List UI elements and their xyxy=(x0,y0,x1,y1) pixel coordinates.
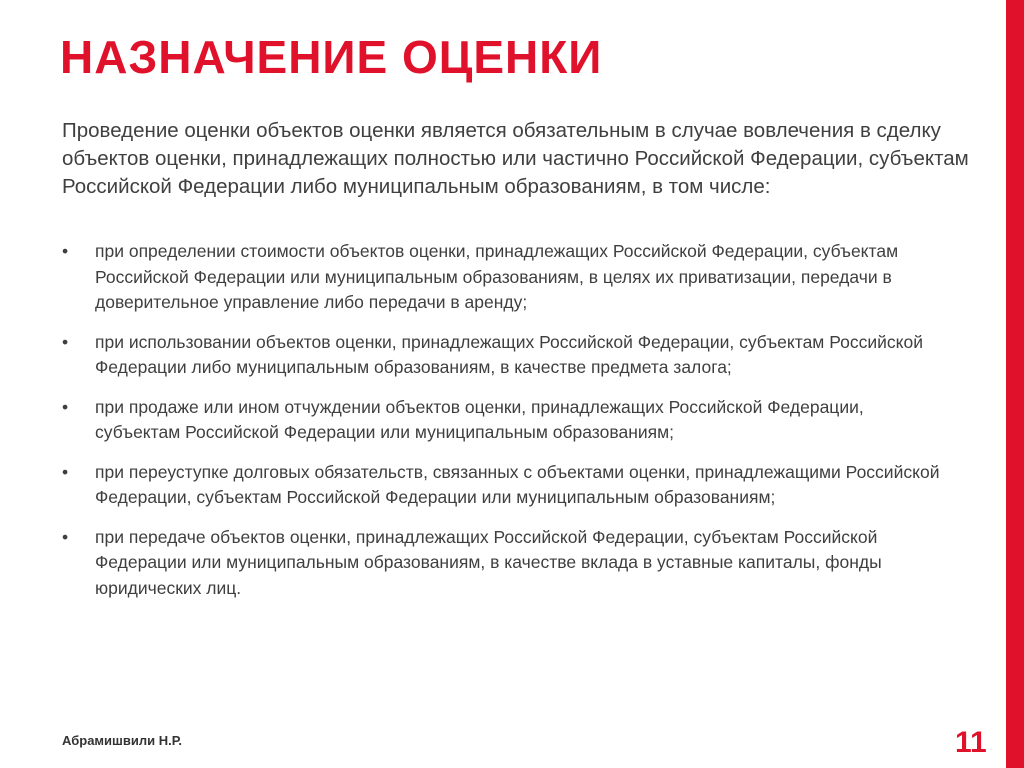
intro-paragraph: Проведение оценки объектов оценки является обязательным в случае вовлечения в сделку объектов оценки, принадлежащих полностью или частично Российской Федерации, субъектам Российской Федерации либо муниципальным образованиям, в том числе: xyxy=(62,119,969,198)
bullet-text: при переуступке долговых обязательств, связанных с объектами оценки, принадлежащими Российской Федерации, субъектам Российской Федерации или муниципальным образованиям; xyxy=(95,461,940,507)
bullet-list xyxy=(62,239,952,615)
bullet-marker: • xyxy=(62,526,69,547)
bullet-text: при использовании объектов оценки, принадлежащих Российской Федерации, субъектам Российской Федерации либо муниципальным образованиям, в качестве предмета залога; xyxy=(95,331,924,377)
bullet-item xyxy=(62,460,952,511)
bullet-marker: • xyxy=(62,396,69,417)
bullet-item xyxy=(62,330,952,381)
accent-side-bar xyxy=(1006,0,1024,768)
bullet-text: при продаже или ином отчуждении объектов оценки, принадлежащих Российской Федерации, субъектам Российской Федерации или муниципальным образованиям; xyxy=(95,396,864,442)
bullet-text: при передаче объектов оценки, принадлежащих Российской Федерации, субъектам Российской Федерации или муниципальным образованиям, в качестве вклада в уставные капиталы, фонды юридических лиц. xyxy=(95,526,882,598)
slide-title: НАЗНАЧЕНИЕ ОЦЕНКИ xyxy=(60,31,603,83)
bullet-item xyxy=(62,525,952,602)
bullet-text: при определении стоимости объектов оценки, принадлежащих Российской Федерации, субъектам Российской Федерации или муниципальным образованиям, в целях их приватизации, передачи в доверительное управление либо передачи в аренду; xyxy=(95,241,899,312)
bullet-marker: • xyxy=(62,331,69,352)
bullet-item xyxy=(62,395,952,446)
page-number: 11 xyxy=(955,726,987,759)
bullet-marker: • xyxy=(62,241,69,261)
bullet-marker: • xyxy=(62,461,69,482)
footer-author: Абрамишвили Н.Р. xyxy=(62,733,183,748)
bullet-item xyxy=(62,239,952,316)
